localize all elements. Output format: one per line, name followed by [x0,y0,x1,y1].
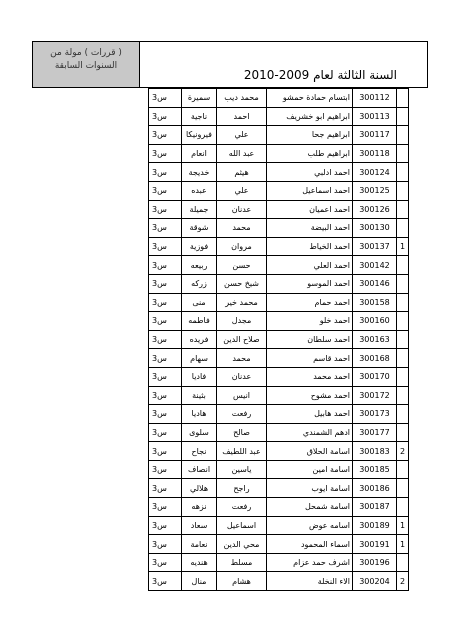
class-cell: س3 [149,144,182,163]
mother-name-cell: خديجة [182,163,217,182]
father-name-cell: محي الدين [217,535,267,554]
student-id-cell: 300185 [353,460,397,479]
header-note: ( قررات ) مولة من السنوات السابقة [33,42,140,87]
mother-name-cell: فريده [182,330,217,349]
student-id-cell: 300158 [353,293,397,312]
student-name-cell: ادهم الشمندي [267,423,353,442]
count-cell [397,107,409,126]
class-cell: س3 [149,498,182,517]
student-name-cell: احمد مشوح [267,386,353,405]
student-id-cell: 300170 [353,367,397,386]
student-id-cell: 300186 [353,479,397,498]
class-cell: س3 [149,89,182,108]
table-row [149,535,409,554]
student-name-cell: احمد اسماعيل [267,181,353,200]
mother-name-cell: فاديا [182,367,217,386]
table-row [149,274,409,293]
mother-name-cell: هلالي [182,479,217,498]
father-name-cell: عدنان [217,367,267,386]
mother-name-cell: سهام [182,349,217,368]
class-cell: س3 [149,274,182,293]
count-cell [397,293,409,312]
count-cell [397,553,409,572]
count-cell: 2 [397,442,409,461]
class-cell: س3 [149,479,182,498]
mother-name-cell: ناجية [182,107,217,126]
table-row [149,126,409,145]
table-row [149,460,409,479]
class-cell: س3 [149,367,182,386]
student-name-cell: احمد خلو [267,312,353,331]
student-name-cell: ابتسام حمادة حمشو [267,89,353,108]
table-row [149,293,409,312]
student-name-cell: احمد اعميان [267,200,353,219]
count-cell [397,386,409,405]
count-cell: 1 [397,516,409,535]
student-name-cell: ابراهيم جحا [267,126,353,145]
father-name-cell: صالح [217,423,267,442]
count-cell [397,256,409,275]
mother-name-cell: عبده [182,181,217,200]
count-cell [397,405,409,424]
student-id-cell: 300112 [353,89,397,108]
mother-name-cell: جميلة [182,200,217,219]
student-id-cell: 300189 [353,516,397,535]
table-row [149,516,409,535]
father-name-cell: محمد [217,219,267,238]
father-name-cell: عدنان [217,200,267,219]
student-id-cell: 300172 [353,386,397,405]
student-name-cell: اسامة الحلاق [267,442,353,461]
class-cell: س3 [149,219,182,238]
mother-name-cell: شوقة [182,219,217,238]
father-name-cell: شيخ حسن [217,274,267,293]
mother-name-cell: فاطمه [182,312,217,331]
father-name-cell: هشام [217,572,267,591]
table-row [149,442,409,461]
class-cell: س3 [149,163,182,182]
father-name-cell: محمد [217,349,267,368]
student-name-cell: احمد ادلبي [267,163,353,182]
count-cell [397,144,409,163]
student-id-cell: 300168 [353,349,397,368]
table-row [149,144,409,163]
table-row [149,89,409,108]
count-cell: 2 [397,572,409,591]
father-name-cell: علي [217,181,267,200]
father-name-cell: محمد ديب [217,89,267,108]
mother-name-cell: هنديه [182,553,217,572]
student-name-cell: احمد قاسم [267,349,353,368]
student-id-cell: 300113 [353,107,397,126]
student-name-cell: احمد سلطان [267,330,353,349]
student-name-cell: احمد البيضة [267,219,353,238]
table-row [149,479,409,498]
student-id-cell: 300173 [353,405,397,424]
mother-name-cell: هاديا [182,405,217,424]
student-id-cell: 300146 [353,274,397,293]
student-name-cell: اسامة ايوب [267,479,353,498]
class-cell: س3 [149,460,182,479]
father-name-cell: حسن [217,256,267,275]
count-cell [397,460,409,479]
table-row [149,256,409,275]
class-cell: س3 [149,312,182,331]
count-cell [397,274,409,293]
student-id-cell: 300187 [353,498,397,517]
mother-name-cell: سميرة [182,89,217,108]
mother-name-cell: نزهه [182,498,217,517]
mother-name-cell: سلوى [182,423,217,442]
mother-name-cell: انصاف [182,460,217,479]
student-id-cell: 300160 [353,312,397,331]
student-name-cell: الاء النخلة [267,572,353,591]
student-id-cell: 300130 [353,219,397,238]
student-name-cell: اشرف حمد عزام [267,553,353,572]
father-name-cell: هيثم [217,163,267,182]
class-cell: س3 [149,423,182,442]
student-id-cell: 300124 [353,163,397,182]
class-cell: س3 [149,293,182,312]
student-name-cell: احمد حمام [267,293,353,312]
table-row [149,386,409,405]
class-cell: س3 [149,330,182,349]
father-name-cell: مسلط [217,553,267,572]
father-name-cell: عبد الله [217,144,267,163]
class-cell: س3 [149,200,182,219]
student-name-cell: احمد الخياط [267,237,353,256]
student-name-cell: احمد هابيل [267,405,353,424]
count-cell [397,349,409,368]
mother-name-cell: سعاد [182,516,217,535]
mother-name-cell: نعامة [182,535,217,554]
count-cell [397,330,409,349]
class-cell: س3 [149,572,182,591]
class-cell: س3 [149,386,182,405]
table-row [149,330,409,349]
header-box [32,41,428,88]
count-cell: 1 [397,535,409,554]
table-row [149,498,409,517]
table-row [149,237,409,256]
table-row [149,107,409,126]
mother-name-cell: نجاح [182,442,217,461]
table-row [149,200,409,219]
mother-name-cell: فيرونيكا [182,126,217,145]
father-name-cell: عبد اللطيف [217,442,267,461]
student-id-cell: 300163 [353,330,397,349]
father-name-cell: مجدل [217,312,267,331]
count-cell [397,367,409,386]
class-cell: س3 [149,256,182,275]
table-row [149,572,409,591]
mother-name-cell: زركه [182,274,217,293]
count-cell [397,498,409,517]
table-row [149,553,409,572]
count-cell [397,200,409,219]
student-id-cell: 300125 [353,181,397,200]
table-row [149,312,409,331]
count-cell: 1 [397,237,409,256]
student-id-cell: 300191 [353,535,397,554]
student-name-cell: اسامه عوض [267,516,353,535]
student-id-cell: 300126 [353,200,397,219]
class-cell: س3 [149,535,182,554]
class-cell: س3 [149,553,182,572]
table-row [149,349,409,368]
class-cell: س3 [149,107,182,126]
count-cell [397,89,409,108]
mother-name-cell: منال [182,572,217,591]
student-name-cell: ابراهيم طلب [267,144,353,163]
mother-name-cell: انعام [182,144,217,163]
student-id-cell: 300204 [353,572,397,591]
student-id-cell: 300118 [353,144,397,163]
father-name-cell: علي [217,126,267,145]
student-name-cell: ابراهيم ابو خشريف [267,107,353,126]
father-name-cell: مروان [217,237,267,256]
student-id-cell: 300142 [353,256,397,275]
father-name-cell: انيس [217,386,267,405]
count-cell [397,479,409,498]
father-name-cell: صلاح الدين [217,330,267,349]
father-name-cell: اسماعيل [217,516,267,535]
table-row [149,163,409,182]
class-cell: س3 [149,405,182,424]
student-id-cell: 300117 [353,126,397,145]
count-cell [397,219,409,238]
count-cell [397,423,409,442]
mother-name-cell: منى [182,293,217,312]
class-cell: س3 [149,516,182,535]
page-title: السنة الثالثة لعام 2009-2010 [243,68,397,82]
student-name-cell: اسامة امين [267,460,353,479]
father-name-cell: ياسين [217,460,267,479]
class-cell: س3 [149,181,182,200]
student-id-cell: 300183 [353,442,397,461]
father-name-cell: رفعت [217,498,267,517]
table-row [149,181,409,200]
table-row [149,367,409,386]
count-cell [397,163,409,182]
class-cell: س3 [149,349,182,368]
mother-name-cell: فوزية [182,237,217,256]
student-name-cell: احمد محمد [267,367,353,386]
student-id-cell: 300137 [353,237,397,256]
class-cell: س3 [149,126,182,145]
count-cell [397,126,409,145]
father-name-cell: راجح [217,479,267,498]
class-cell: س3 [149,442,182,461]
mother-name-cell: ربيعه [182,256,217,275]
father-name-cell: احمد [217,107,267,126]
student-name-cell: احمد العلي [267,256,353,275]
father-name-cell: رفعت [217,405,267,424]
mother-name-cell: بثينة [182,386,217,405]
father-name-cell: محمد خير [217,293,267,312]
students-table [148,88,409,591]
count-cell [397,181,409,200]
student-name-cell: اسماء المحمود [267,535,353,554]
class-cell: س3 [149,237,182,256]
table-row [149,423,409,442]
student-name-cell: اسامة شمحل [267,498,353,517]
student-name-cell: احمد الموسو [267,274,353,293]
student-id-cell: 300177 [353,423,397,442]
table-row [149,405,409,424]
table-row [149,219,409,238]
student-id-cell: 300196 [353,553,397,572]
count-cell [397,312,409,331]
